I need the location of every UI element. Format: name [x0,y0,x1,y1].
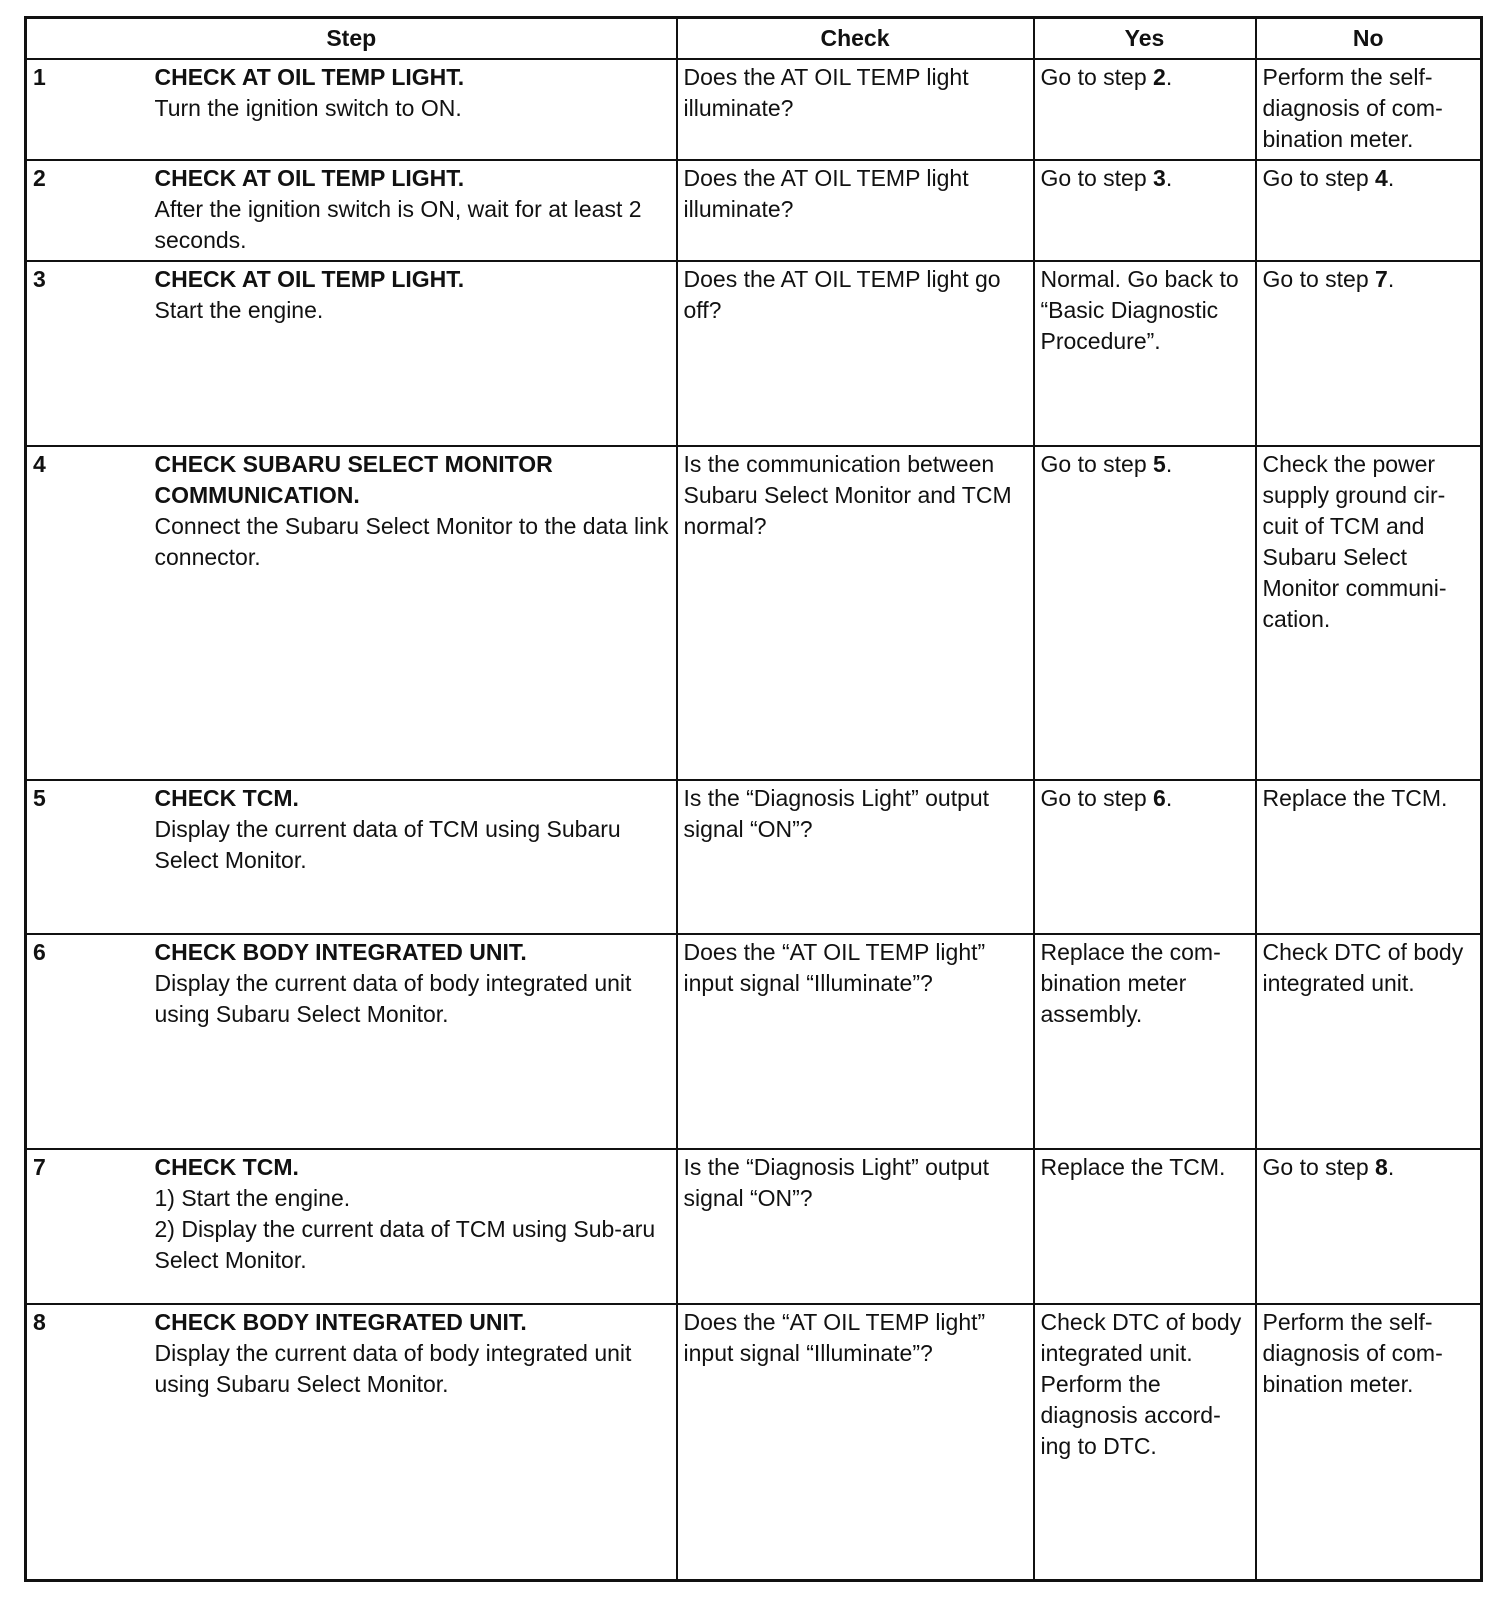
yes-cell [1034,59,1256,160]
step-cell [151,446,677,780]
step-cell [151,160,677,261]
step-substep-1: 1) Start the engine. [154,1185,351,1211]
step-substep-2: 2) Display the current data of TCM using Sub-aru Select Monitor. [154,1216,656,1273]
yes-cell: Check DTC of body integrated unit. Perform the diagnosis accord-ing to DTC. [1034,1304,1256,1581]
step-cell [151,780,677,934]
step-number: 4 [26,446,151,780]
no-cell: Perform the self-diagnosis of com-bination meter. [1256,1304,1482,1581]
yes-prefix: Go to step [1040,451,1154,477]
table-row [26,1149,1482,1304]
no-cell: Check DTC of body integrated unit. [1256,934,1482,1149]
no-cell: Replace the TCM. [1256,780,1482,934]
yes-cell: Normal. Go back to “Basic Diagnostic Procedure”. [1034,261,1256,446]
step-number: 3 [26,261,151,446]
step-number: 8 [26,1304,151,1581]
no-cell [1256,160,1482,261]
check-cell: Does the AT OIL TEMP light go off? [677,261,1034,446]
table-row [26,59,1482,160]
table-row [26,261,1482,446]
check-cell: Is the “Diagnosis Light” output signal “ON”? [677,1149,1034,1304]
header-yes: Yes [1034,18,1256,60]
yes-step-ref: 2 [1153,64,1166,90]
table-row [26,160,1482,261]
yes-prefix: Go to step [1040,785,1154,811]
diagnostic-procedure-table [24,16,1483,1582]
yes-cell: Replace the TCM. [1034,1149,1256,1304]
no-cell [1256,261,1482,446]
step-title: CHECK TCM. [154,785,299,811]
yes-prefix: Go to step [1040,64,1154,90]
yes-step-ref: 6 [1153,785,1166,811]
step-instruction: Turn the ignition switch to ON. [154,95,462,121]
step-cell [151,934,677,1149]
no-suffix: . [1387,1154,1395,1180]
step-number: 7 [26,1149,151,1304]
check-cell: Does the AT OIL TEMP light illuminate? [677,59,1034,160]
step-title: CHECK BODY INTEGRATED UNIT. [154,939,527,965]
no-prefix: Go to step [1262,1154,1376,1180]
step-title: CHECK AT OIL TEMP LIGHT. [154,64,465,90]
check-cell: Does the “AT OIL TEMP light” input signal “Illuminate”? [677,934,1034,1149]
step-cell [151,1149,677,1304]
yes-cell [1034,160,1256,261]
yes-suffix: . [1165,165,1173,191]
no-prefix: Go to step [1262,165,1376,191]
step-cell [151,59,677,160]
step-instruction: Display the current data of body integrated unit using Subaru Select Monitor. [154,970,632,1027]
step-title: CHECK AT OIL TEMP LIGHT. [154,266,465,292]
table-row [26,1304,1482,1581]
step-title: CHECK SUBARU SELECT MONITOR COMMUNICATION. [154,451,553,508]
table-row [26,934,1482,1149]
step-title: CHECK BODY INTEGRATED UNIT. [154,1309,527,1335]
table-header-row [26,18,1482,60]
step-number: 5 [26,780,151,934]
no-step-ref: 8 [1375,1154,1388,1180]
step-number: 1 [26,59,151,160]
step-title: CHECK TCM. [154,1154,299,1180]
check-cell: Does the “AT OIL TEMP light” input signal “Illuminate”? [677,1304,1034,1581]
check-cell: Is the communication between Subaru Select Monitor and TCM normal? [677,446,1034,780]
step-instruction: Connect the Subaru Select Monitor to the data link connector. [154,513,669,570]
yes-suffix: . [1165,451,1173,477]
step-instruction: Start the engine. [154,297,324,323]
header-no: No [1256,18,1482,60]
no-cell: Check the power supply ground cir-cuit of TCM and Subaru Select Monitor communi-cation. [1256,446,1482,780]
yes-cell [1034,446,1256,780]
yes-suffix: . [1165,64,1173,90]
no-step-ref: 7 [1375,266,1388,292]
no-suffix: . [1387,266,1395,292]
no-step-ref: 4 [1375,165,1388,191]
step-instruction: Display the current data of TCM using Subaru Select Monitor. [154,816,621,873]
step-title: CHECK AT OIL TEMP LIGHT. [154,165,465,191]
step-cell [151,261,677,446]
yes-cell: Replace the com-bination meter assembly. [1034,934,1256,1149]
step-instruction: After the ignition switch is ON, wait for at least 2 seconds. [154,196,642,253]
yes-step-ref: 3 [1153,165,1166,191]
step-cell [151,1304,677,1581]
yes-prefix: Go to step [1040,165,1154,191]
table-row [26,446,1482,780]
no-cell [1256,1149,1482,1304]
header-check: Check [677,18,1034,60]
check-cell: Does the AT OIL TEMP light illuminate? [677,160,1034,261]
no-suffix: . [1387,165,1395,191]
yes-cell [1034,780,1256,934]
header-step: Step [26,18,677,60]
table-row [26,780,1482,934]
step-instruction: Display the current data of body integrated unit using Subaru Select Monitor. [154,1340,632,1397]
no-cell: Perform the self-diagnosis of com-bination meter. [1256,59,1482,160]
check-cell: Is the “Diagnosis Light” output signal “ON”? [677,780,1034,934]
step-number: 6 [26,934,151,1149]
yes-suffix: . [1165,785,1173,811]
no-prefix: Go to step [1262,266,1376,292]
step-number: 2 [26,160,151,261]
yes-step-ref: 5 [1153,451,1166,477]
